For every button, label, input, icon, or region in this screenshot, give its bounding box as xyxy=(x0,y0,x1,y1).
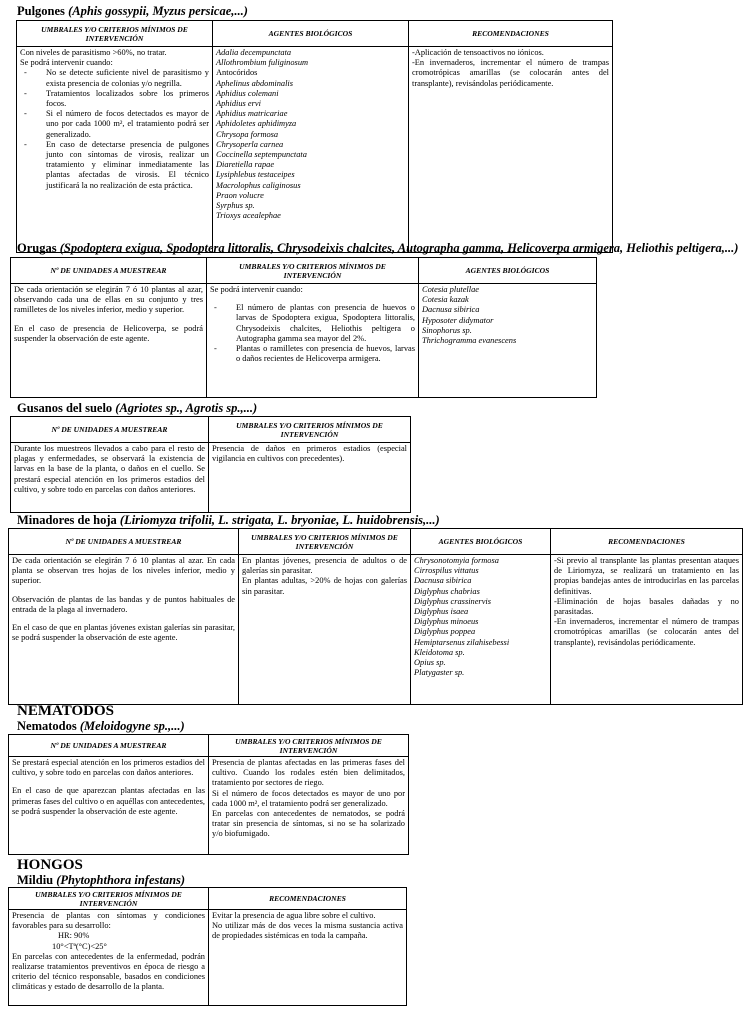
agent: Antocóridos xyxy=(216,68,258,78)
pest-name: Nematodos xyxy=(17,719,77,733)
section-title-minadores xyxy=(17,513,440,527)
recommendation: No utilizar más de dos veces la misma sustancia activa de propiedades sistémicas en toda la campaña. xyxy=(212,921,403,941)
paragraph: En parcelas con antecedentes de nematodos, se podrá tratar sin presencia de síntomas, si no se ha solarizado y/o biofumigado. xyxy=(212,809,405,839)
recommendation: -En invernaderos, incrementar el número de trampas cromotrópicas amarillas (se colocarán antes del transplante), revisándolas periódicamente. xyxy=(412,58,609,88)
section-title-pulgones xyxy=(17,4,248,18)
header-recomendaciones: RECOMENDACIONES xyxy=(409,21,613,47)
paragraph: Si el número de focos detectados es mayor de uno por cada 1000 m², el tratamiento podrá ser generalizado. xyxy=(212,788,405,808)
header-umbrales: UMBRALES Y/O CRITERIOS MÍNIMOS DE INTERVENCIÓN xyxy=(239,529,411,555)
table-gusanos xyxy=(10,416,411,513)
paragraph: En el caso de que aparezcan plantas afectadas en las primeras fases del cultivo o en aquéllas con antecedentes, se podrá suspender la observación de este agente. xyxy=(12,786,205,816)
agent: Lysiphlebus testaceipes xyxy=(216,170,295,180)
paragraph: En parcelas con antecedentes de la enfermedad, podrán realizarse tratamientos preventivos en época de riesgo a criterio del técnico responsable, basados en condiciones climáticas y estado de desarrollo de la planta. xyxy=(12,951,205,992)
paragraph: En plantas adultas, >20% de hojas con galerías sin parasitar. xyxy=(242,576,407,596)
agent: Praon volucre xyxy=(216,190,264,200)
agent: Dacnusa sibirica xyxy=(414,576,472,586)
table-mildiu xyxy=(8,887,407,1006)
paragraph: De cada orientación se elegirán 7 ó 10 plantas al azar, observando cada una de ellas en su conjunto y tres ramilletes de los niveles inferior, medio y superior. xyxy=(14,285,203,315)
recommendation: -Si previo al transplante las plantas presentan ataques de Liriomyza, se realizará un tratamiento en las propias bandejas antes de introducirlas en las parcelas definitivas. xyxy=(554,556,739,596)
cell-agentes xyxy=(213,47,409,253)
cell-umbrales xyxy=(9,910,209,1006)
header-agentes: AGENTES BIOLÓGICOS xyxy=(411,529,551,555)
umbral-list xyxy=(20,68,209,190)
header-unidades: Nº DE UNIDADES A MUESTREAR xyxy=(11,258,207,284)
pest-name: Orugas xyxy=(17,241,57,255)
pest-name: Pulgones xyxy=(17,4,65,18)
list-item: - Tratamientos localizados sobre los primeros focos. xyxy=(20,89,209,109)
agent: Hemiptarsenus zilahisebessi xyxy=(414,637,510,647)
cell-agentes xyxy=(411,555,551,705)
section-title-orugas xyxy=(17,241,738,255)
agent: Diglyphus isaea xyxy=(414,607,469,617)
agent: Kleidotoma sp. xyxy=(414,647,465,657)
list-item: - En caso de detectarse presencia de pulgones junto con síntomas de virosis, realizar un tratamiento y eliminar inmediatamente las plantas afectadas de virosis. El técnico justificará la no realización de esta práctica. xyxy=(20,140,209,191)
paragraph: Se prestará especial atención en los primeros estadios del cultivo, y sobre todo en parcelas con daños anteriores. xyxy=(12,758,205,778)
header-agentes: AGENTES BIOLÓGICOS xyxy=(419,258,597,284)
agent: Diaretiella rapae xyxy=(216,160,275,170)
header-recomendaciones: RECOMENDACIONES xyxy=(551,529,743,555)
species-list: (Agriotes sp., Agrotis sp.,...) xyxy=(115,401,258,415)
species-list: (Meloidogyne sp.,...) xyxy=(79,719,185,733)
agent: Syrphus sp. xyxy=(216,201,255,211)
agent: Cotesia kazak xyxy=(422,295,469,305)
pest-name: Mildiu xyxy=(17,873,54,887)
paragraph: Presencia de plantas con síntomas y condiciones favorables para su desarrollo: xyxy=(12,911,205,931)
paragraph: En plantas jóvenes, presencia de adultos o de galerías sin parasitar. xyxy=(242,556,407,576)
paragraph: En el caso de presencia de Helicoverpa, se podrá suspender la observación de este agente. xyxy=(14,323,203,343)
header-unidades: Nº DE UNIDADES A MUESTREAR xyxy=(9,529,239,555)
list-item: - No se detecte suficiente nivel de parasitismo y exista presencia de colonias y/o negrilla. xyxy=(20,68,209,88)
agent: Diglyphus chabrias xyxy=(414,586,480,596)
table-orugas xyxy=(10,257,597,398)
agent: Aphidius colemani xyxy=(216,88,279,98)
species-list: (Phytophthora infestans) xyxy=(56,873,186,887)
agent: Chrysonotomyia formosa xyxy=(414,556,499,565)
agent: Aphidius ervi xyxy=(216,99,261,109)
header-unidades: Nº DE UNIDADES A MUESTREAR xyxy=(9,735,209,757)
temperature-range: 10°<Tª(°C)<25° xyxy=(52,941,107,951)
cell-recomendaciones xyxy=(551,555,743,705)
list-item: - Si el número de focos detectados es mayor de uno por cada 1000 m², el tratamiento podrá ser generalizado. xyxy=(20,109,209,140)
header-umbrales: UMBRALES Y/O CRITERIOS MÍNIMOS DE INTERVENCIÓN xyxy=(9,888,209,910)
agent: Diglyphus poppea xyxy=(414,627,476,637)
recommendation: -Eliminación de hojas basales dañadas y no parasitadas. xyxy=(554,596,739,617)
header-umbrales: UMBRALES Y/O CRITERIOS MÍNIMOS DE INTERVENCIÓN xyxy=(209,735,409,757)
pest-name: Minadores de hoja xyxy=(17,513,117,527)
cell-unidades xyxy=(11,284,207,398)
agent: Diglyphus crassinervis xyxy=(414,596,491,606)
header-agentes: AGENTES BIOLÓGICOS xyxy=(213,21,409,47)
agent: Opius sp. xyxy=(414,658,446,668)
table-nematodos xyxy=(8,734,409,855)
umbral-intro: Se podrá intervenir cuando: xyxy=(210,285,303,294)
species-list: (Liriomyza trifolii, L. strigata, L. bryoniae, L. huidobrensis,...) xyxy=(119,513,440,527)
section-title-mildiu xyxy=(17,873,185,887)
humidity-value: HR: 90% xyxy=(58,931,90,941)
header-unidades: Nº DE UNIDADES A MUESTREAR xyxy=(11,417,209,443)
cell-unidades xyxy=(9,555,239,705)
agent: Sinophorus sp. xyxy=(422,325,472,335)
header-recomendaciones: RECOMENDACIONES xyxy=(209,888,407,910)
paragraph: De cada orientación se elegirán 7 ó 10 plantas al azar. En cada planta se observan tres hojas de los niveles inferior, medio y superior. xyxy=(12,556,235,586)
cell-umbrales: Presencia de daños en primeros estadios (especial vigilancia en cultivos con precedentes). xyxy=(209,443,411,513)
umbral-list xyxy=(210,303,415,364)
agent: Thrichogramma evanescens xyxy=(422,336,517,346)
recommendation: -Aplicación de tensoactivos no iónicos. xyxy=(412,48,544,57)
recommendation: Evitar la presencia de agua libre sobre el cultivo. xyxy=(212,911,376,920)
agent: Aphelinus abdominalis xyxy=(216,78,294,88)
species-list: (Spodoptera exigua, Spodoptera littoralis, Chrysodeixis chalcites, Autographa gamma, Helicoverpa armigera, Heliothis peltigera,...) xyxy=(59,241,739,255)
paragraph: En el caso de que en plantas jóvenes existan galerías sin parasitar, se podrá suspender la observación de este agente. xyxy=(12,623,235,643)
agent: Cirrospilus vittatus xyxy=(414,566,479,576)
paragraph: Observación de plantas de las bandas y de puntos habituales de entrada de la plaga al invernadero. xyxy=(12,594,235,614)
umbral-intro: Con niveles de parasitismo >60%, no tratar. xyxy=(20,48,167,57)
agent: Aphidoletes aphidimyza xyxy=(216,119,297,129)
paragraph: Presencia de plantas afectadas en las primeras fases del cultivo. Cuando los rodales estén bien delimitados, tratamiento por sectores de riego. xyxy=(212,758,405,788)
agent: Trioxys acealephae xyxy=(216,211,281,221)
heading-nematodos: NEMATODOS xyxy=(17,703,114,719)
species-list: (Aphis gossypii, Myzus persicae,...) xyxy=(68,4,248,18)
cell-umbrales xyxy=(209,757,409,855)
agent: Dacnusa sibirica xyxy=(422,305,480,315)
agent: Hyposoter didymator xyxy=(422,315,494,325)
agent: Platygaster sp. xyxy=(414,668,465,678)
cell-recomendaciones xyxy=(409,47,613,253)
recommendation: -En invernaderos, incrementar el número de trampas cromotrópicas amarillas (se colocarán antes del transplante), revisándolas periódicamente. xyxy=(554,617,739,647)
header-umbrales: UMBRALES Y/O CRITERIOS MÍNIMOS DE INTERVENCIÓN xyxy=(207,258,419,284)
section-title-nematodos xyxy=(17,719,185,733)
agent: Coccinella septempunctata xyxy=(216,150,307,160)
agent: Diglyphus minoeus xyxy=(414,617,479,627)
table-pulgones xyxy=(16,20,613,253)
section-title-gusanos xyxy=(17,401,257,415)
cell-unidades xyxy=(9,757,209,855)
agent: Cotesia plutellae xyxy=(422,285,479,294)
agent: Adalia decempunctata xyxy=(216,48,292,57)
cell-agentes xyxy=(419,284,597,398)
agent: Aphidius matricariae xyxy=(216,109,288,119)
cell-umbrales xyxy=(207,284,419,398)
agent: Chrysoperla carnea xyxy=(216,139,284,149)
agent: Chrysopa formosa xyxy=(216,129,279,139)
cell-umbrales xyxy=(239,555,411,705)
cell-umbrales xyxy=(17,47,213,253)
list-item: - Plantas o ramilletes con presencia de huevos, larvas o daños recientes de Helicoverpa armigera. xyxy=(210,344,415,364)
header-umbrales: UMBRALES Y/O CRITERIOS MÍNIMOS DE INTERVENCIÓN xyxy=(17,21,213,47)
agent: Allothrombium fuliginosum xyxy=(216,58,309,68)
agent: Macrolophus caliginosus xyxy=(216,180,301,190)
umbral-intro: Se podrá intervenir cuando: xyxy=(20,58,113,68)
list-item: - El número de plantas con presencia de huevos o larvas de Spodoptera exigua, Spodoptera littoralis, Chrysodeixis chalcites, Heliothis peltigera o Autographa gamma sea mayor del 2%. xyxy=(210,303,415,344)
heading-hongos: HONGOS xyxy=(17,857,83,873)
cell-unidades: Durante los muestreos llevados a cabo para el resto de plagas y enfermedades, se observará la existencia de larvas en la base de la planta, o daños en el cuello. Se prestará especial atención en los primeros estadios del cultivo, y sobre todo en parcelas con daños anteriores. xyxy=(11,443,209,513)
table-minadores xyxy=(8,528,743,705)
pest-name: Gusanos del suelo xyxy=(17,401,113,415)
header-umbrales: UMBRALES Y/O CRITERIOS MÍNIMOS DE INTERVENCIÓN xyxy=(209,417,411,443)
cell-recomendaciones xyxy=(209,910,407,1006)
